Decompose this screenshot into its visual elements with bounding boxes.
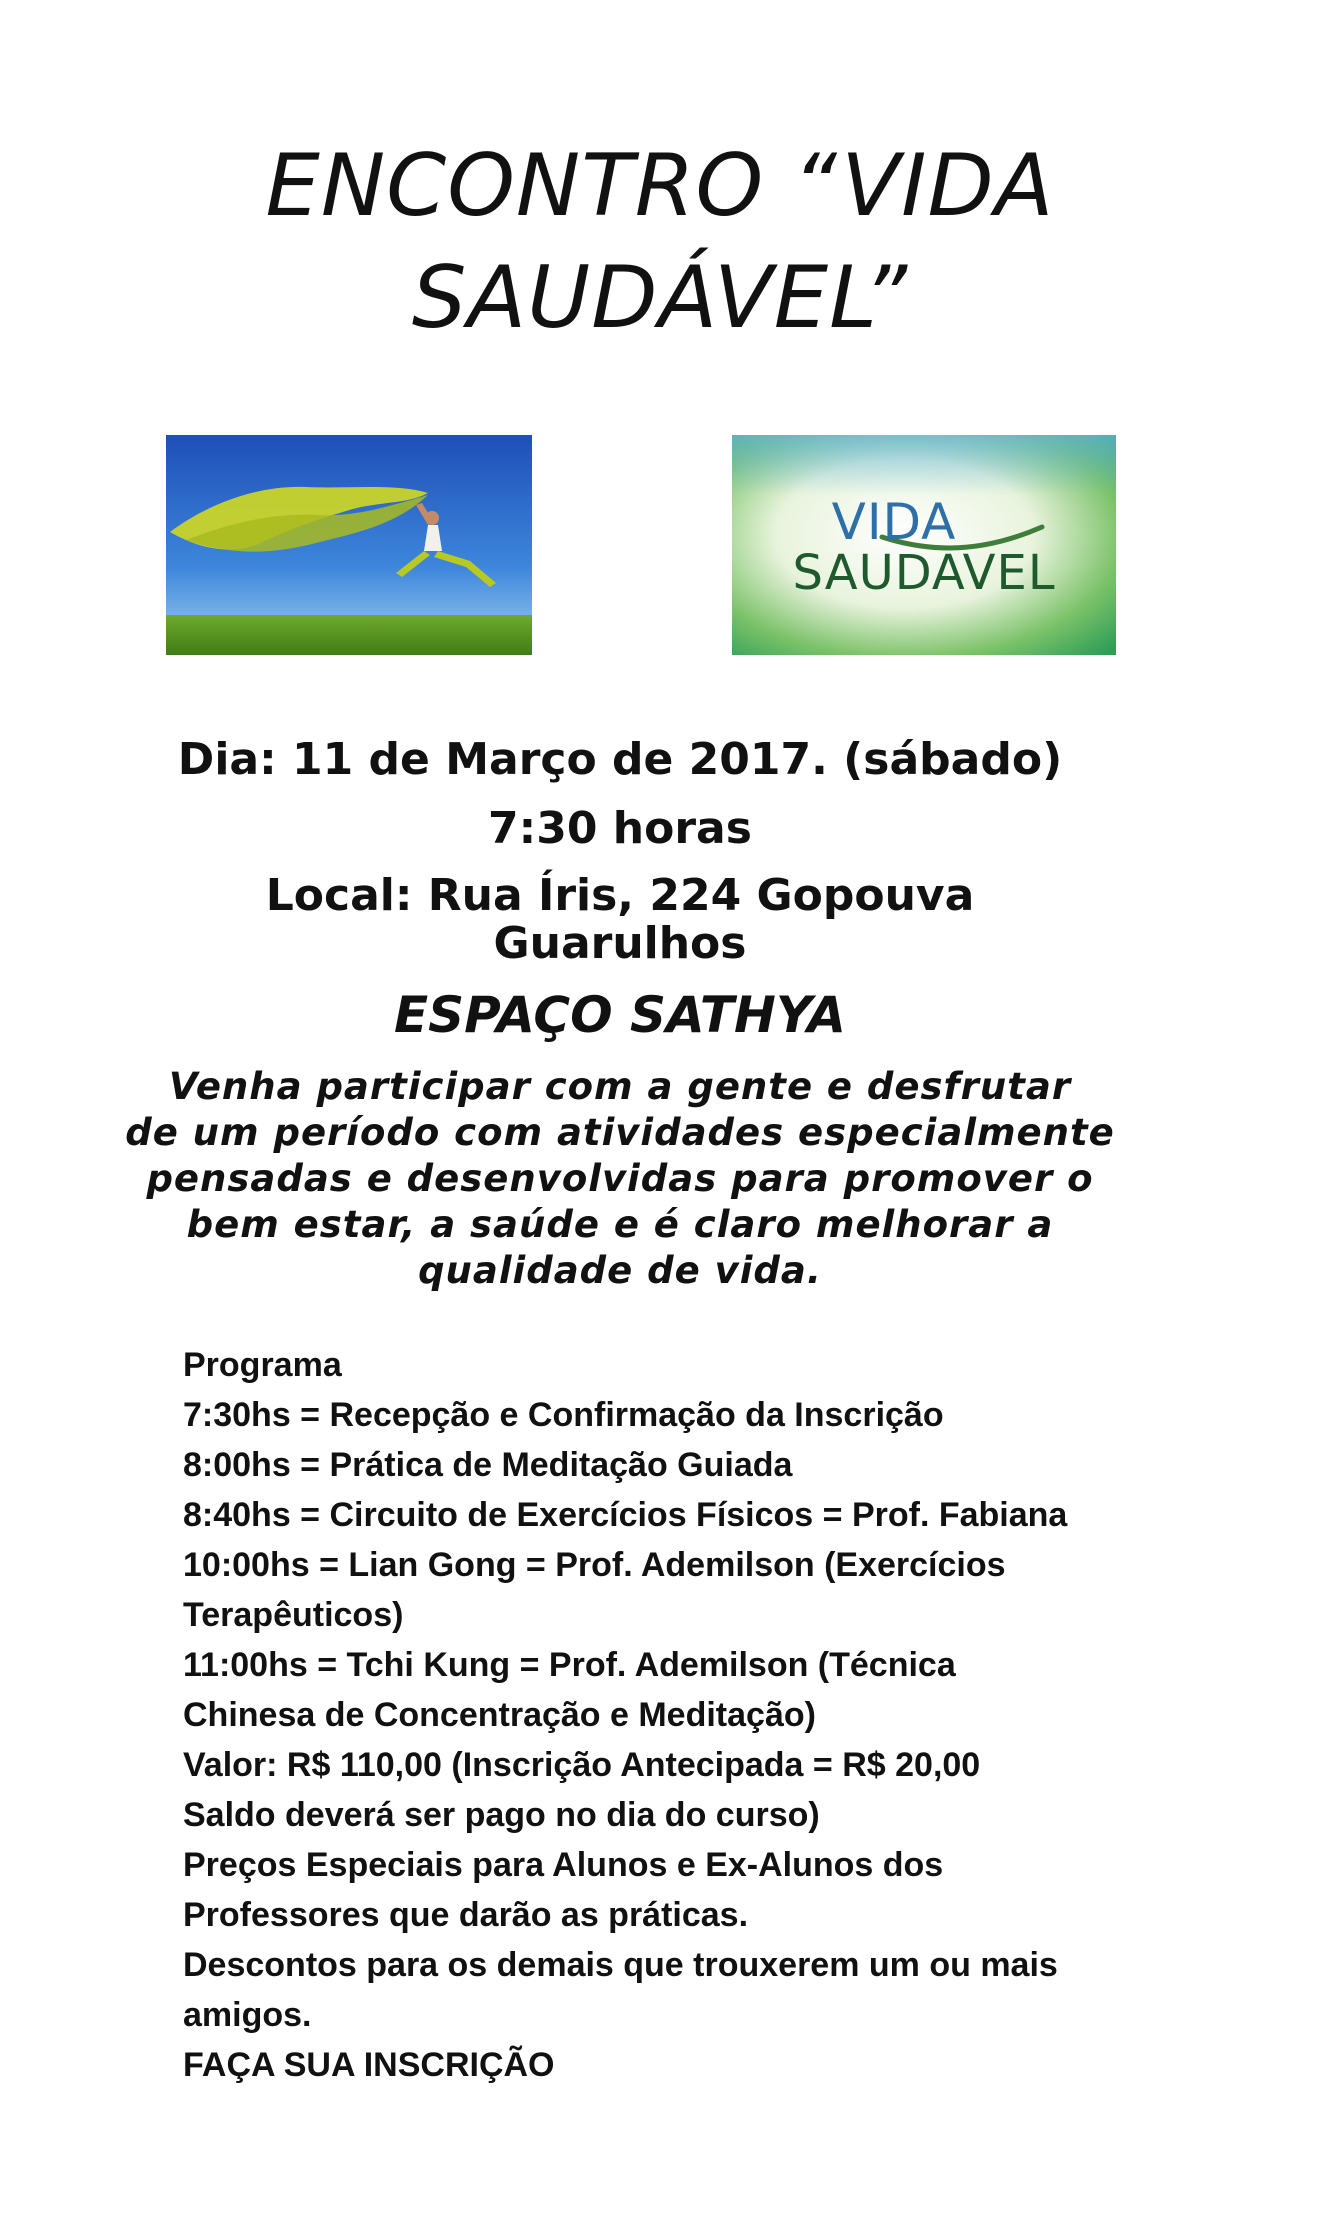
program-heading: Programa [183, 1346, 342, 1384]
event-city: Guarulhos [493, 918, 747, 969]
discount-line: amigos. [183, 1996, 312, 2034]
pitch-line: pensadas e desenvolvidas para promover o [146, 1157, 1094, 1200]
pitch-line: bem estar, a saúde e é claro melhorar a [186, 1203, 1054, 1246]
logo-word-saudavel: SAUDAVEL [792, 545, 1056, 601]
program-section [183, 1340, 1263, 2090]
pitch-paragraph [120, 1064, 1120, 1294]
pitch-line: qualidade de vida. [418, 1249, 822, 1292]
discount-line: Descontos para os demais que trouxerem um ou mais [183, 1946, 1058, 1984]
event-time: 7:30 horas [488, 803, 752, 854]
price-line: Saldo deverá ser pago no dia do curso) [183, 1796, 820, 1834]
pitch-line: Venha participar com a gente e desfrutar [168, 1065, 1072, 1108]
logo-word-vida: VIDA [831, 493, 957, 551]
signup-call-to-action: FAÇA SUA INSCRIÇÃO [183, 2046, 555, 2084]
event-location: Local: Rua Íris, 224 Gopouva [265, 870, 975, 921]
dancer-photo-illustration [166, 435, 532, 655]
title-line-1: ENCONTRO “VIDA [265, 136, 1055, 236]
discount-line: Professores que darão as práticas. [183, 1896, 749, 1934]
program-line: Terapêuticos) [183, 1596, 404, 1634]
event-date: Dia: 11 de Março de 2017. (sábado) [177, 734, 1063, 785]
price-line: Valor: R$ 110,00 (Inscrição Antecipada = R$ 20,00 [183, 1746, 981, 1784]
program-line: Chinesa de Concentração e Meditação) [183, 1696, 816, 1734]
venue-name: ESPAÇO SATHYA [394, 986, 846, 1044]
dancer-photo [166, 435, 532, 655]
discount-line: Preços Especiais para Alunos e Ex-Alunos dos [183, 1846, 944, 1884]
program-line: 8:00hs = Prática de Meditação Guiada [183, 1446, 793, 1484]
pitch-line: de um período com atividades especialmente [125, 1111, 1115, 1154]
title-line-2: SAUDÁVEL” [411, 248, 909, 348]
program-line: 7:30hs = Recepção e Confirmação da Inscrição [183, 1396, 944, 1434]
vida-saudavel-logo [732, 435, 1116, 655]
program-line: 8:40hs = Circuito de Exercícios Físicos = Prof. Fabiana [183, 1496, 1068, 1534]
program-line: 10:00hs = Lian Gong = Prof. Ademilson (Exercícios [183, 1546, 1006, 1584]
program-line: 11:00hs = Tchi Kung = Prof. Ademilson (Técnica [183, 1646, 956, 1684]
